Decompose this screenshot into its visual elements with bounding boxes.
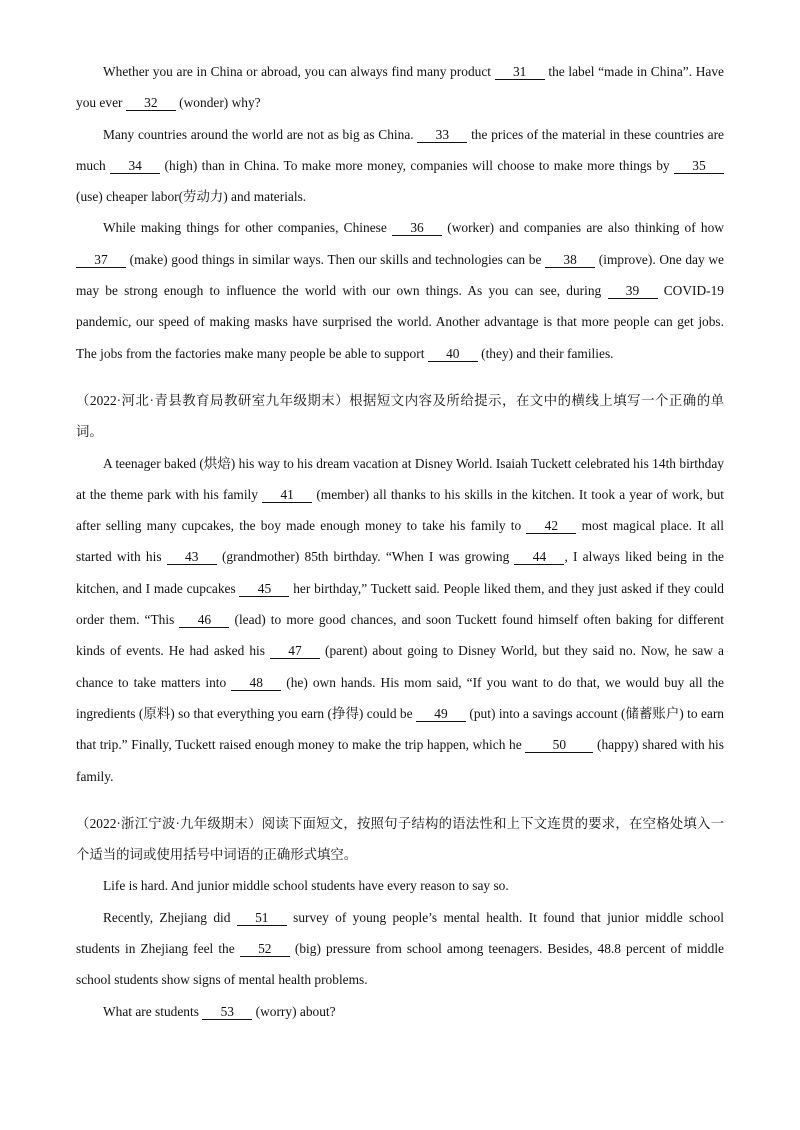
text: Many countries around the world are not as big as China. (103, 126, 418, 142)
blank-52[interactable]: 52 (240, 942, 290, 957)
blank-40[interactable]: 40 (428, 347, 478, 362)
blank-34[interactable]: 34 (110, 159, 160, 174)
text: Whether you are in China or abroad, you can always find many product (103, 64, 495, 79)
text: her birthday,” Tuckett said. People liked them, and they just asked if they could order them. “This (76, 580, 724, 628)
text: (he) own hands. His mom said, “If you want to do that, we would buy all the ingredients (原料) so that everything you earn (挣得) could be (76, 674, 725, 721)
blank-46[interactable]: 46 (179, 613, 229, 628)
text: the prices of the material in these countries are much (76, 126, 724, 173)
text: Recently, Zhejiang did (103, 909, 237, 925)
text: (parent) about going to Disney World, but they said no. Now, he saw a chance to take matters into (76, 643, 725, 690)
passage3-paragraph-3 (76, 996, 724, 1027)
blank-39[interactable]: 39 (608, 284, 658, 299)
passage3-paragraph-1: Life is hard. And junior middle school students have every reason to say so. (103, 878, 509, 894)
text: (improve). One day we may be strong enough to influence the world with our own things. As you can see, during (76, 251, 724, 299)
text: (high) than in China. To make more money, companies will choose to make more things by (160, 157, 674, 173)
passage3-paragraph-2 (76, 902, 724, 996)
text: (member) all thanks to his skills in the kitchen. It took a year of work, but after selling many cupcakes, the boy made enough money to take his family to (76, 486, 724, 534)
document-page (76, 56, 724, 1027)
blank-35[interactable]: 35 (674, 159, 724, 174)
text: (use) cheaper labor(劳动力) and materials. (76, 189, 307, 205)
passage2-heading: （2022·河北·青县教育局教研室九年级期末）根据短文内容及所给提示，在文中的横线上填写一个正确的单词。 (76, 392, 724, 440)
text: (they) and their families. (477, 345, 614, 361)
blank-32[interactable]: 32 (126, 96, 176, 111)
passage2-paragraph-1 (76, 448, 724, 792)
blank-45[interactable]: 45 (239, 582, 289, 597)
blank-49[interactable]: 49 (416, 707, 466, 722)
text: A teenager baked (烘焙) his way to his dream vacation at Disney World. Isaiah Tuckett celebrated his 14th birthday at the theme park with his family (76, 455, 724, 502)
passage1-paragraph-3 (76, 212, 724, 368)
blank-37[interactable]: 37 (76, 253, 126, 268)
blank-38[interactable]: 38 (545, 253, 595, 268)
passage1-paragraph-2 (76, 119, 724, 213)
text: (wonder) why? (175, 95, 261, 111)
text: What are students (103, 1003, 203, 1019)
text: (worry) about? (252, 1003, 336, 1019)
text: (make) good things in similar ways. Then our skills and technologies can be (126, 251, 546, 267)
passage1-paragraph-1 (76, 56, 724, 119)
blank-48[interactable]: 48 (231, 676, 281, 691)
text: (put) into a savings account (储蓄账户) to earn that trip.” Finally, Tuckett raised enough money to make the trip happen, which he (76, 705, 724, 753)
text: most magical place. It all started with his (76, 518, 724, 565)
text: COVID-19 pandemic, our speed of making masks have surprised the world. Another advantage is that more people can get jobs. The jobs from the factories make many people be able to support (76, 283, 724, 361)
blank-51[interactable]: 51 (237, 911, 287, 926)
text: the label “made in China”. Have you ever (76, 64, 724, 111)
text: , I always liked being in the kitchen, and I made cupcakes (76, 549, 724, 596)
blank-53[interactable]: 53 (202, 1005, 252, 1020)
blank-31[interactable]: 31 (495, 65, 545, 80)
blank-42[interactable]: 42 (526, 519, 576, 534)
text: survey of young people’s mental health. It found that junior middle school students in Zhejiang feel the (76, 909, 724, 957)
text: (big) pressure from school among teenagers. Besides, 48.8 percent of middle school students show signs of mental health problems. (76, 941, 724, 988)
blank-43[interactable]: 43 (167, 550, 217, 565)
blank-33[interactable]: 33 (417, 128, 467, 143)
blank-47[interactable]: 47 (270, 644, 320, 659)
blank-50[interactable]: 50 (525, 738, 593, 753)
text: While making things for other companies, Chinese (103, 220, 393, 236)
text: (lead) to more good chances, and soon Tuckett found himself often baking for different kinds of events. He had asked his (76, 612, 724, 659)
blank-36[interactable]: 36 (392, 221, 442, 236)
blank-41[interactable]: 41 (262, 488, 312, 503)
text: (happy) shared with his family. (76, 737, 724, 784)
blank-44[interactable]: 44 (514, 550, 564, 565)
passage3-heading: （2022·浙江宁波·九年级期末）阅读下面短文，按照句子结构的语法性和上下文连贯的要求，在空格处填入一个适当的词或使用括号中词语的正确形式填空。 (76, 815, 724, 863)
text: (grandmother) 85th birthday. “When I was growing (216, 549, 515, 565)
text: (worker) and companies are also thinking of how (442, 220, 724, 236)
